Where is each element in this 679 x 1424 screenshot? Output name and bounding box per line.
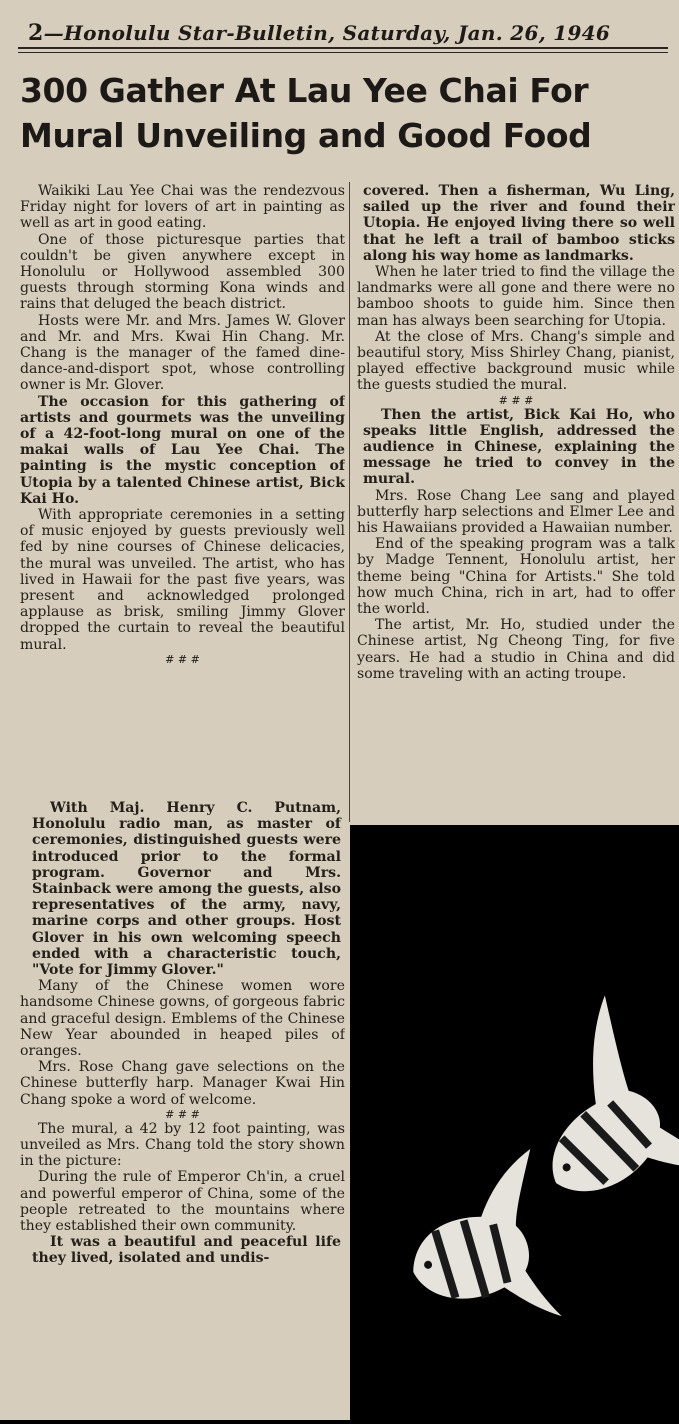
article-paragraph: Hosts were Mr. and Mrs. James W. Glover and Mr. and Mrs. Kwai Hin Chang. Mr. Chang is the manager of the famed dine-dance-and-disport spot, whose controlling owner is Mr. Glover. — [20, 312, 345, 394]
article-column-left-bottom — [20, 800, 345, 1410]
folio-text: —Honolulu Star-Bulletin, Saturday, Jan. 26, 1946 — [43, 21, 611, 45]
section-separator: # # # — [165, 1107, 200, 1121]
article-paragraph: The mural, a 42 by 12 foot painting, was unveiled as Mrs. Chang told the story shown in the picture: — [20, 1120, 345, 1170]
headline: 300 Gather At Lau Yee Chai For Mural Unveiling and Good Food — [20, 71, 592, 155]
article-paragraph: Then the artist, Bick Kai Ho, who speaks little English, addressed the audience in Chinese, explaining the message he tried to convey in the mural. — [363, 406, 675, 488]
fish-body — [393, 1149, 565, 1344]
article-paragraph: Many of the Chinese women wore handsome Chinese gowns, of gorgeous fabric and graceful design. Emblems of the Chinese New Year abounded in heaped piles of oranges. — [20, 978, 345, 1060]
article-paragraph: One of those picturesque parties that couldn't be given anywhere except in Honolulu or Hollywood assembled 300 guests through storming Kona winds and rains that deluged the beach district. — [20, 231, 345, 313]
column-rule — [349, 182, 350, 822]
article-paragraph: With appropriate ceremonies in a setting of music enjoyed by guests previously well fed by nine courses of Chinese delicacies, the mural was unveiled. The artist, who has lived in Hawaii for the past five years, was present and acknowledged prolonged applause as brisk, smiling Jimmy Glover dropped the curtain to reveal the beautiful mural. — [20, 507, 345, 653]
angelfish-image — [350, 825, 679, 1420]
angelfish-illustration — [350, 825, 679, 1420]
section-separator: # # # — [165, 652, 200, 666]
article-paragraph: During the rule of Emperor Ch'in, a cruel and powerful emperor of China, some of the people retreated to the mountains where they established their own community. — [20, 1169, 345, 1235]
article-column-right — [357, 183, 675, 818]
article-column-left-top — [20, 183, 345, 788]
article-paragraph: End of the speaking program was a talk by Madge Tennent, Honolulu artist, her theme being "China for Artists." She told how much China, rich in art, had to offer the world. — [357, 536, 675, 618]
section-separator: # # # — [498, 393, 534, 407]
article-paragraph: Mrs. Rose Chang Lee sang and played butterfly harp selections and Elmer Lee and his Hawaiians provided a Hawaiian number. — [357, 487, 675, 537]
article-paragraph: The occasion for this gathering of artists and gourmets was the unveiling of a 42-foot-long mural on one of the makai walls of Lau Yee Chai. The painting is the mystic conception of Utopia by a talented Chinese artist, Bick Kai Ho. — [20, 393, 345, 507]
folio-rule-thin — [18, 52, 668, 53]
article-paragraph: covered. Then a fisherman, Wu Ling, sailed up the river and found their Utopia. He enjoyed living there so well that he left a trail of bamboo sticks along his way home as landmarks. — [363, 183, 675, 264]
article-paragraph: Mrs. Rose Chang gave selections on the Chinese butterfly harp. Manager Kwai Hin Chang spoke a word of welcome. — [20, 1059, 345, 1108]
article-paragraph: The artist, Mr. Ho, studied under the Chinese artist, Ng Cheong Ting, for five years. He had a studio in China and did some traveling with an acting troupe. — [357, 617, 675, 682]
article-paragraph: Waikiki Lau Yee Chai was the rendezvous Friday night for lovers of art in painting as well as art in good eating. — [20, 183, 345, 232]
article-paragraph: It was a beautiful and peaceful life they lived, isolated and undis- — [32, 1234, 341, 1267]
angelfish-icon — [393, 1149, 565, 1344]
page-number: 2 — [28, 20, 44, 46]
folio-rule — [18, 47, 668, 49]
article-paragraph: With Maj. Henry C. Putnam, Honolulu radio man, as master of ceremonies, distinguished guests were introduced prior to the formal program. Governor and Mrs. Stainback were among the guests, also representatives of the army, navy, marine corps and other groups. Host Glover in his own welcoming speech ended with a characteristic touch, "Vote for Jimmy Glover." — [32, 800, 341, 979]
article-paragraph: At the close of Mrs. Chang's simple and beautiful story, Miss Shirley Chang, pianist, played effective background music while the guests studied the mural. — [357, 328, 675, 394]
article-paragraph: When he later tried to find the village the landmarks were all gone and there were no bamboo shoots to guide him. Since then man has always been searching for Utopia. — [357, 264, 675, 329]
